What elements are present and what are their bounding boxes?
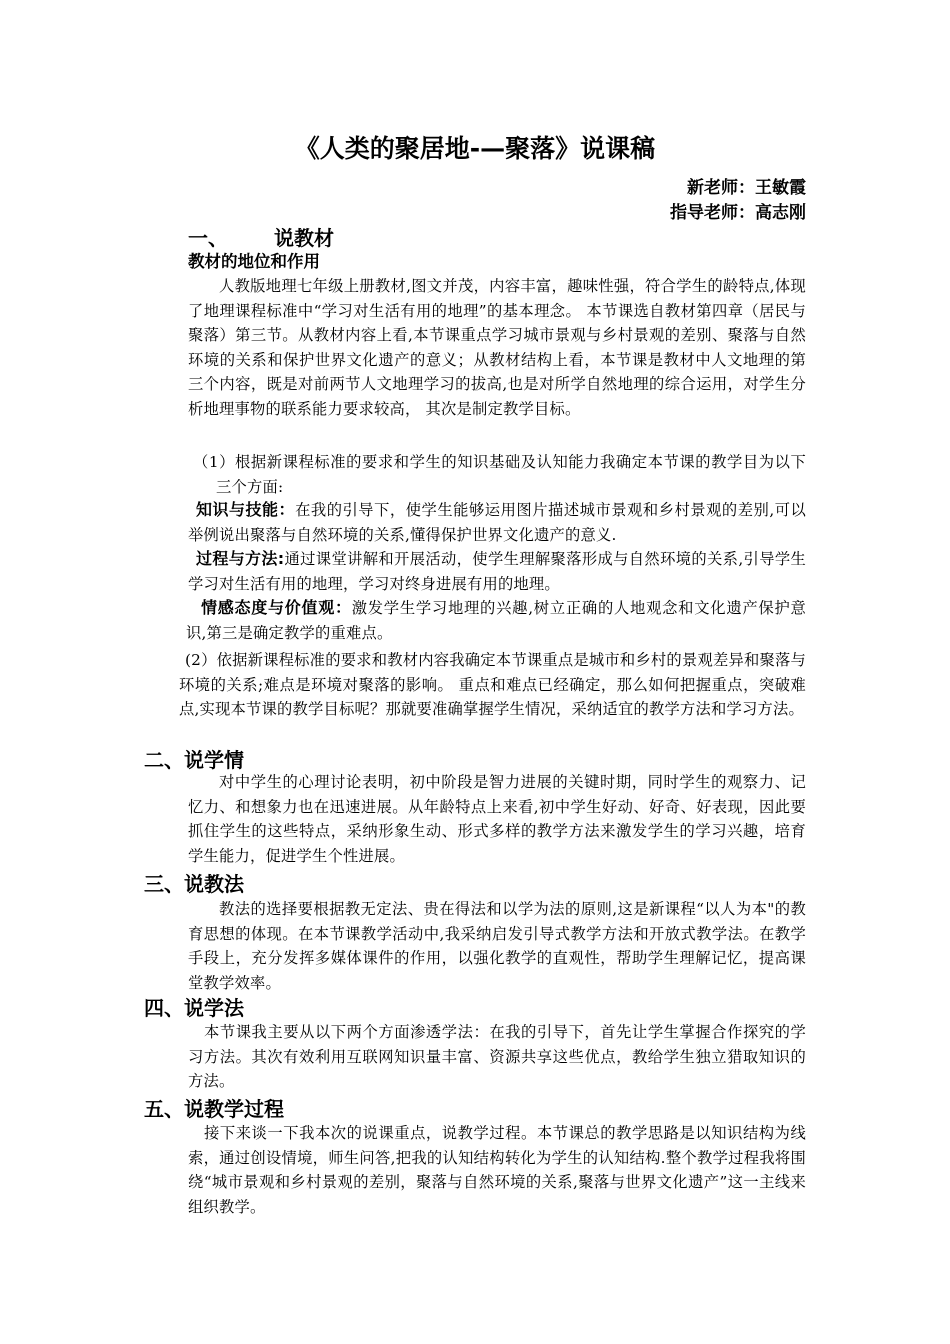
advisor-name: 指导老师：高志刚 bbox=[670, 203, 806, 223]
section-4-heading: 四、说学法 bbox=[144, 996, 244, 1020]
goal-attitude-text: 激发学生学习地理的兴趣,树立正确的人地观念和文化遗产保护意识,第三是确定教学的重难点。 bbox=[186, 599, 806, 642]
section-1-heading bbox=[188, 224, 334, 252]
section-1-paragraph-3: (2）依据新课程标准的要求和教材内容我确定本节课重点是城市和乡村的景观差异和聚落与环境的关系;难点是环境对聚落的影响。 重点和难点已经确定，那么如何把握重点，突破难点,实现本节课的教学目标呢？那就要准确掌握学生情况，采纳适宜的教学方法和学习方法。 bbox=[179, 651, 806, 718]
section-3-heading: 三、说教法 bbox=[144, 872, 244, 896]
section-5-heading: 五、说教学过程 bbox=[144, 1097, 284, 1121]
section-4-paragraph: 本节课我主要从以下两个方面渗透学法：在我的引导下，首先让学生掌握合作探究的学习方法。其次有效利用互联网知识量丰富、资源共享这些优点，教给学生独立猎取知识的方法。 bbox=[188, 1023, 806, 1090]
section-2-heading: 二、说学情 bbox=[144, 748, 244, 772]
goal-knowledge-label: 知识与技能： bbox=[196, 500, 296, 519]
goal-process bbox=[188, 547, 806, 596]
section-1-number: 一、 bbox=[188, 226, 228, 250]
goal-knowledge bbox=[188, 498, 806, 547]
section-3-paragraph: 教法的选择要根据教无定法、贵在得法和以学为法的原则,这是新课程“以人为本"的教育思想的体现。在本节课教学活动中,我采纳启发引导式教学方法和开放式教学法。在教学手段上，充分发挥多媒体课件的作用，以强化教学的直观性，帮助学生理解记忆，提高课堂教学效率。 bbox=[188, 900, 806, 992]
section-5-paragraph: 接下来谈一下我本次的说课重点，说教学过程。本节课总的教学思路是以知识结构为线索，通过创设情境，师生问答,把我的认知结构转化为学生的认知结构.整个教学过程我将围绕“城市景观和乡村景观的差别，聚落与自然环境的关系,聚落与世界文化遗产”这一主线来组织教学。 bbox=[188, 1124, 806, 1216]
section-2-paragraph: 对中学生的心理讨论表明，初中阶段是智力进展的关键时期，同时学生的观察力、记忆力、和想象力也在迅速进展。从年龄特点上来看,初中学生好动、好奇、好表现，因此要抓住学生的这些特点，采纳形象生动、形式多样的教学方法来激发学生的学习兴趣，培育学生能力，促进学生个性进展。 bbox=[188, 773, 806, 865]
goal-process-label: 过程与方法: bbox=[196, 549, 285, 568]
goal-knowledge-text: 在我的引导下，使学生能够运用图片描述城市景观和乡村景观的差别,可以举例说出聚落与自然环境的关系,懂得保护世界文化遗产的意义. bbox=[188, 501, 807, 544]
teacher-name: 新老师：王敏霞 bbox=[687, 178, 806, 198]
goal-attitude-label: 情感态度与价值观： bbox=[201, 598, 352, 617]
section-1-subheading: 教材的地位和作用 bbox=[188, 252, 320, 271]
goal-attitude bbox=[186, 596, 806, 645]
section-1-paragraph-1: 人教版地理七年级上册教材,图文并茂，内容丰富，趣味性强，符合学生的龄特点,体现了地理课程标准中“学习对生活有用的地理”的基本理念。 本节课选自教材第四章（居民与聚落）第三节。从教材内容上看,本节课重点学习城市景观与乡村景观的差别、聚落与自然环境的关系和保护世界文化遗产的意义；从教材结构上看，本节课是教材中人文地理的第三个内容，既是对前两节人文地理学习的拔高,也是对所学自然地理的综合运用，对学生分析地理事物的联系能力要求较高， 其次是制定教学目标。 bbox=[188, 277, 806, 418]
goal-process-text: 通过课堂讲解和开展活动，使学生理解聚落形成与自然环境的关系,引导学生学习对生活有用的地理，学习对终身进展有用的地理。 bbox=[188, 550, 806, 593]
document-title: 《人类的聚居地-—聚落》说课稿 bbox=[294, 134, 656, 163]
section-1-paragraph-2: （1）根据新课程标准的要求和学生的知识基础及认知能力我确定本节课的教学目为以下三个方面: bbox=[193, 453, 806, 496]
section-1-title: 说教材 bbox=[274, 226, 334, 250]
